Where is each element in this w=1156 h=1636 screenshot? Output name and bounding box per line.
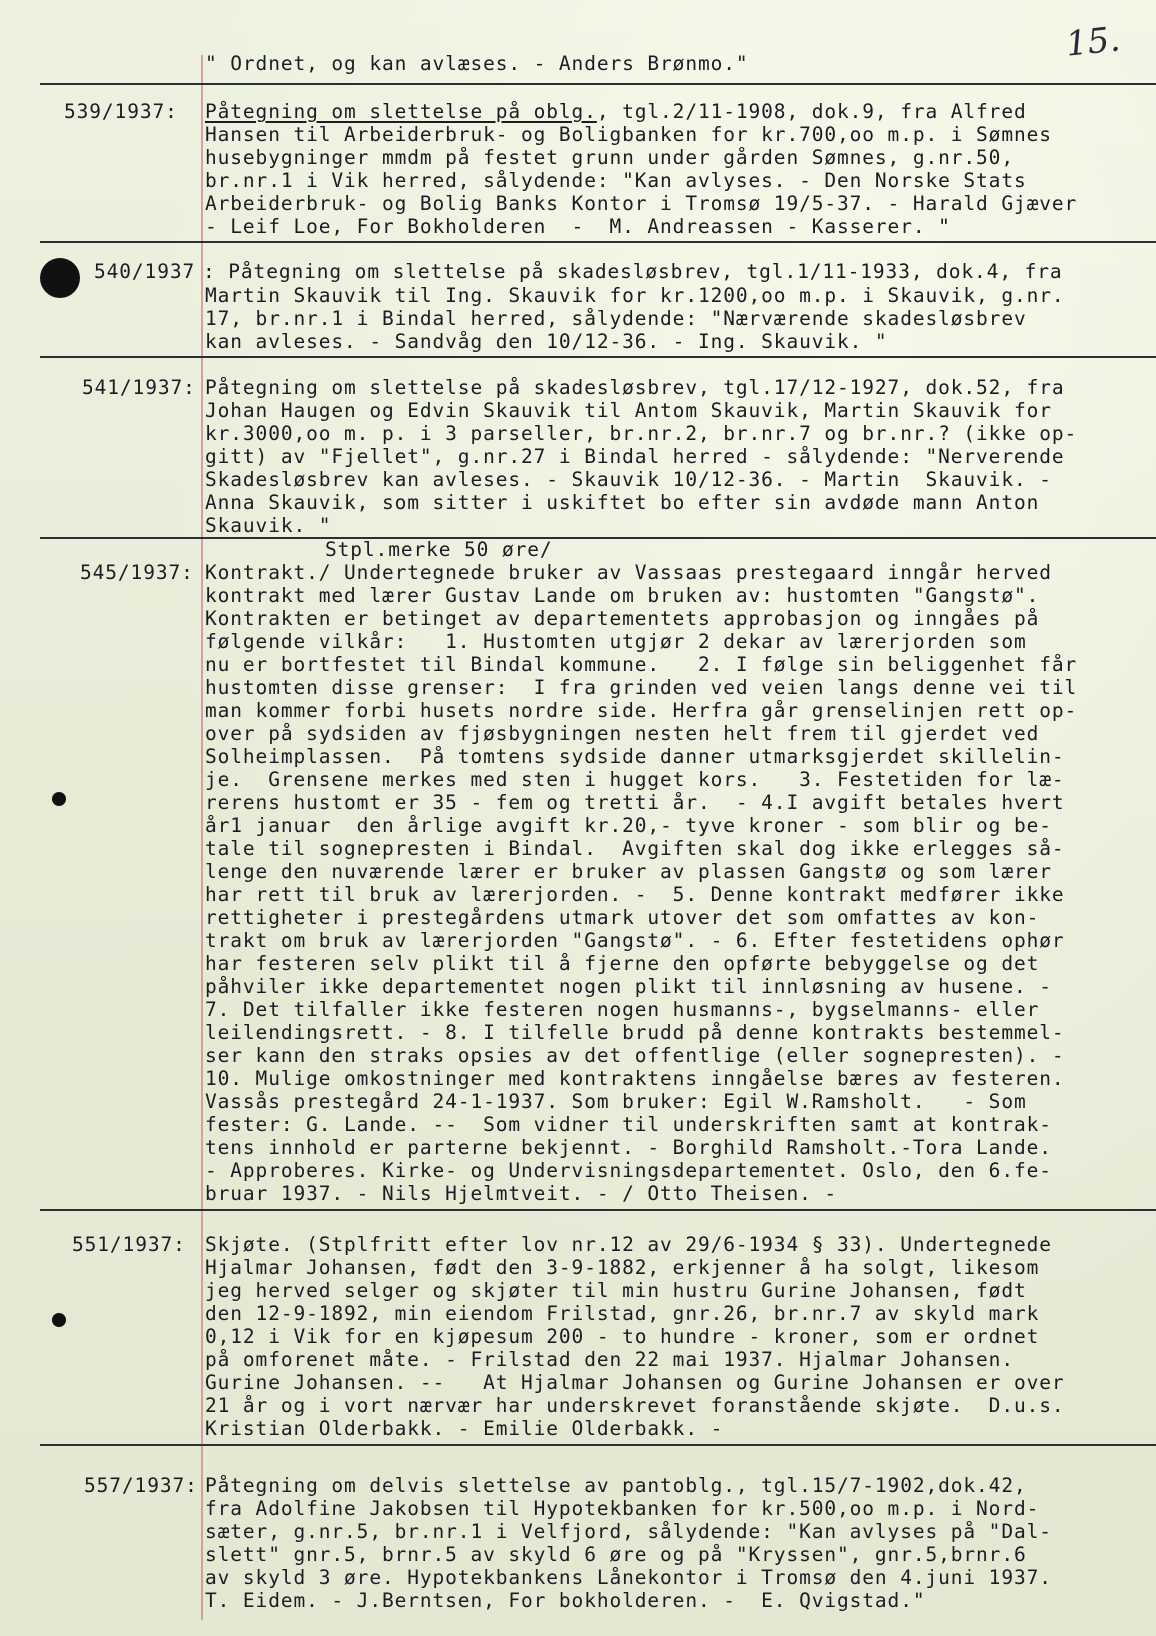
text-line: har festeren selv plikt til å fjerne den opførte bebyggelse og det xyxy=(205,952,1040,975)
text-line: lenge den nuværende lærer er bruker av plassen Gangstø og som lærer xyxy=(205,860,1052,883)
text-line: Solheimplassen. På tomtens sydside danner utmarksgjerdet skillelin- xyxy=(205,745,1065,768)
text-line: Hjalmar Johansen, født den 3-9-1882, erkjenner å ha solgt, likesom xyxy=(205,1256,1040,1279)
text-line: Arbeiderbruk- og Bolig Banks Kontor i Tromsø 19/5-37. - Harald Gjæver xyxy=(205,192,1078,215)
text-line: har rett til bruk av lærerjorden. - 5. Denne kontrakt medfører ikke xyxy=(205,883,1065,906)
text-line: følgende vilkår: 1. Hustomten utgjør 2 dekar av lærerjorden som xyxy=(205,630,1027,653)
stamp-note: Stpl.merke 50 øre/ xyxy=(325,538,553,561)
text-line: påhviler ikke departementet nogen plikt til innløsning av husene. - xyxy=(205,975,1052,998)
text-line: den 12-9-1892, min eiendom Frilstad, gnr.26, br.nr.7 av skyld mark xyxy=(205,1302,1040,1325)
text-line: 21 år og i vort nærvær har underskrevet foranstående skjøte. D.u.s. xyxy=(205,1394,1065,1417)
header-line: " Ordnet, og kan avlæses. - Anders Brønmo." xyxy=(205,52,749,75)
text-line: gitt) av "Fjellet", g.nr.27 i Bindal herred - sålydende: "Nerverende xyxy=(205,445,1065,468)
text-line: bruar 1937. - Nils Hjelmtveit. - / Otto Theisen. - xyxy=(205,1182,837,1205)
text-line: over på sydsiden av fjøsbygningen nesten helt frem til gjerdet ved xyxy=(205,722,1040,745)
text-line: kan avleses. - Sandvåg den 10/12-36. - Ing. Skauvik. " xyxy=(205,330,888,353)
entry-heading: Påtegning om slettelse på oblg. xyxy=(205,100,597,123)
text-line: Påtegning om slettelse på skadesløsbrev, tgl.17/12-1927, dok.52, fra xyxy=(205,376,1065,399)
text-line: hustomten disse grenser: I fra grinden ved veien langs denne vei til xyxy=(205,676,1078,699)
entry-number: 557/1937: xyxy=(84,1474,198,1497)
text-line: Gurine Johansen. -- At Hjalmar Johansen og Gurine Johansen er over xyxy=(205,1371,1065,1394)
binder-hole xyxy=(40,258,80,298)
text-line: Påtegning om delvis slettelse av pantoblg., tgl.15/7-1902,dok.42, xyxy=(205,1474,1027,1497)
text-line: fester: G. Lande. -- Som vidner til underskriften samt at kontrak- xyxy=(205,1113,1052,1136)
text-line: ser kann den straks opsies av det offentlige (eller sognepresten). - xyxy=(205,1044,1065,1067)
text-line: Vassås prestegård 24-1-1937. Som bruker: Egil W.Ramsholt. - Som xyxy=(205,1090,1027,1113)
page-number: 15. xyxy=(1063,19,1122,65)
text-line: av skyld 3 øre. Hypotekbankens Lånekontor i Tromsø den 4.juni 1937. xyxy=(205,1566,1052,1589)
text-line: sæter, g.nr.5, br.nr.1 i Velfjord, sålydende: "Kan avlyses på "Dal- xyxy=(205,1520,1052,1543)
text-line: fra Adolfine Jakobsen til Hypotekbanken for kr.500,oo m.p. i Nord- xyxy=(205,1497,1040,1520)
text-line: - Leif Loe, For Bokholderen - M. Andreassen - Kasserer. " xyxy=(205,215,951,238)
text-line: på omforenet måte. - Frilstad den 22 mai 1937. Hjalmar Johansen. xyxy=(205,1348,1014,1371)
ink-dot xyxy=(52,1313,66,1327)
text-line: br.nr.1 i Vik herred, sålydende: "Kan avlyses. - Den Norske Stats xyxy=(205,169,1027,192)
text-line: - Approberes. Kirke- og Undervisningsdepartementet. Oslo, den 6.fe- xyxy=(205,1159,1052,1182)
text-line: Skauvik. " xyxy=(205,514,332,537)
divider xyxy=(40,537,1156,539)
text-line: husebygninger mmdm på festet grunn under gården Sømnes, g.nr.50, xyxy=(205,146,1014,169)
entry-number: 551/1937: xyxy=(72,1233,186,1256)
margin-rule xyxy=(201,55,203,1620)
text-line: Skadesløsbrev kan avleses. - Skauvik 10/12-36. - Martin Skauvik. - xyxy=(205,468,1052,491)
ink-dot xyxy=(52,792,66,806)
text-line: tens innhold er parterne bekjennt. - Borghild Ramsholt.-Tora Lande. xyxy=(205,1136,1052,1159)
text-line: slett" gnr.5, brnr.5 av skyld 6 øre og på "Kryssen", gnr.5,brnr.6 xyxy=(205,1543,1027,1566)
text-line: Kontrakten er betinget av departementets approbasjon og inngåes på xyxy=(205,607,1040,630)
text-line: år1 januar den årlige avgift kr.20,- tyve kroner - som blir og be- xyxy=(205,814,1052,837)
text-line: 0,12 i Vik for en kjøpesum 200 - to hundre - kroner, som er ordnet xyxy=(205,1325,1040,1348)
text-line: : Påtegning om slettelse på skadesløsbrev, tgl.1/11-1933, dok.4, fra xyxy=(203,260,1063,283)
text-line: jeg herved selger og skjøter til min hustru Gurine Johansen, født xyxy=(205,1279,1027,1302)
divider xyxy=(40,83,1156,85)
text-line: Johan Haugen og Edvin Skauvik til Antom Skauvik, Martin Skauvik for xyxy=(205,399,1052,422)
text-line: Kristian Olderbakk. - Emilie Olderbakk. - xyxy=(205,1417,724,1440)
text-line: man kommer forbi husets nordre side. Herfra går grenselinjen rett op- xyxy=(205,699,1078,722)
divider xyxy=(40,1444,1156,1446)
text-line: Hansen til Arbeiderbruk- og Boligbanken for kr.700,oo m.p. i Sømnes xyxy=(205,123,1052,146)
text-line: rerens hustomt er 35 - fem og tretti år. - 4.I avgift betales hvert xyxy=(205,791,1065,814)
entry-number: 540/1937 xyxy=(94,260,196,283)
text-line: Skjøte. (Stplfritt efter lov nr.12 av 29/6-1934 § 33). Undertegnede xyxy=(205,1233,1052,1256)
text-line: rettigheter i prestegårdens utmark utover det som omfattes av kon- xyxy=(205,906,1040,929)
text-line: 10. Mulige omkostninger med kontraktens inngåelse bæres av festeren. xyxy=(205,1067,1065,1090)
divider xyxy=(40,241,1156,243)
text-line: tale til sognepresten i Bindal. Avgiften skal dog ikke erlegges så- xyxy=(205,837,1065,860)
text-line: kontrakt med lærer Gustav Lande om bruken av: hustomten "Gangstø". xyxy=(205,584,1040,607)
text-line: T. Eidem. - J.Berntsen, For bokholderen. - E. Qvigstad." xyxy=(205,1589,926,1612)
text-line: Martin Skauvik til Ing. Skauvik for kr.1200,oo m.p. i Skauvik, g.nr. xyxy=(205,284,1065,307)
entry-number: 539/1937: xyxy=(64,100,178,123)
text-line: nu er bortfestet til Bindal kommune. 2. I følge sin beliggenhet får xyxy=(205,653,1078,676)
text-line: 7. Det tilfaller ikke festeren nogen husmanns-, bygselmanns- eller xyxy=(205,998,1040,1021)
entry-number: 541/1937: xyxy=(82,376,196,399)
text-line: Kontrakt./ Undertegnede bruker av Vassaas prestegaard inngår herved xyxy=(205,561,1052,584)
text-line: je. Grensene merkes med sten i hugget kors. 3. Festetiden for læ- xyxy=(205,768,1065,791)
text-line: Påtegning om slettelse på oblg., tgl.2/11-1908, dok.9, fra Alfred xyxy=(205,100,1027,123)
text-line: Anna Skauvik, som sitter i uskiftet bo efter sin avdøde mann Anton xyxy=(205,491,1040,514)
text-line: 17, br.nr.1 i Bindal herred, sålydende: "Nærværende skadesløsbrev xyxy=(205,307,1027,330)
divider xyxy=(40,356,1156,358)
text-line: leilendingsrett. - 8. I tilfelle brudd på denne kontrakts bestemmel- xyxy=(205,1021,1065,1044)
text-line: trakt om bruk av lærerjorden "Gangstø". - 6. Efter festetidens ophør xyxy=(205,929,1065,952)
text-line: kr.3000,oo m. p. i 3 parseller, br.nr.2, br.nr.7 og br.nr.? (ikke op- xyxy=(205,422,1078,445)
entry-number: 545/1937: xyxy=(80,561,194,584)
divider xyxy=(40,1209,1156,1211)
